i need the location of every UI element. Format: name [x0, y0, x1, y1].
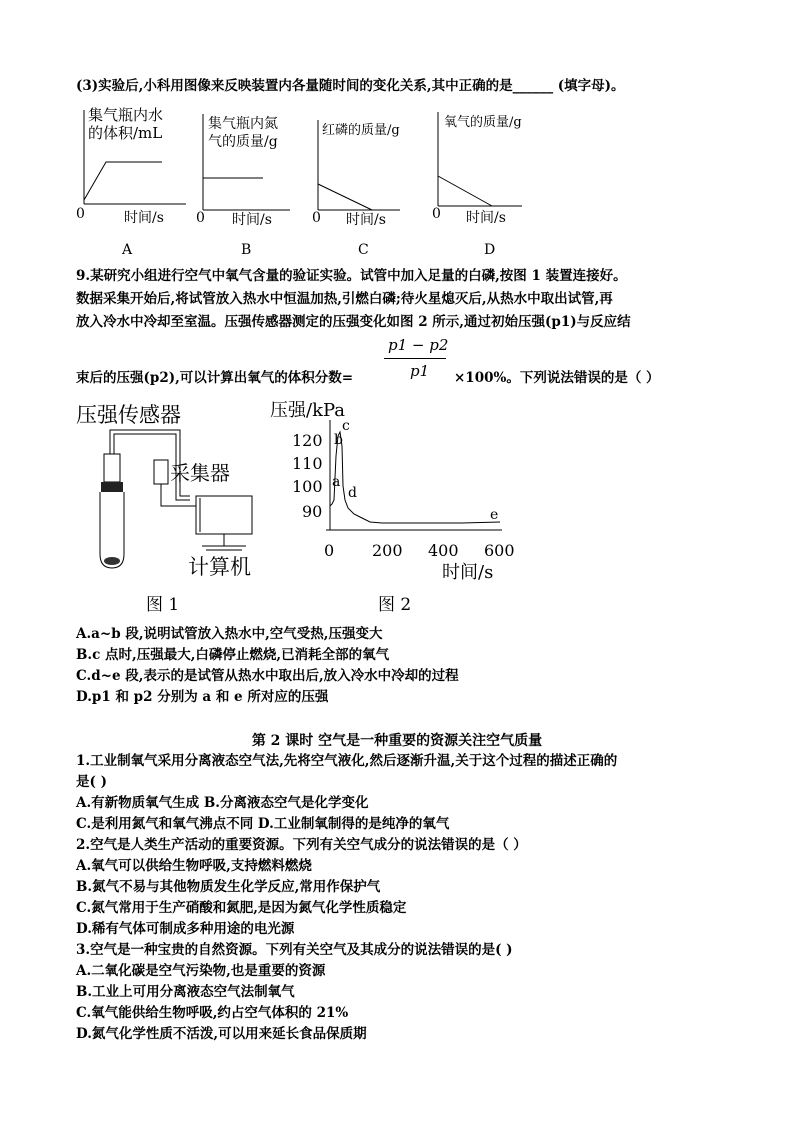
graph-d-xlabel: 时间/s	[466, 210, 506, 226]
fig2-xtick: 200	[372, 541, 403, 560]
fig2-ytick: 120	[292, 431, 323, 450]
fig2-xlabel: 时间/s	[442, 562, 494, 583]
fig1-sensor-label: 压强传感器	[76, 403, 181, 427]
graph-a	[76, 106, 186, 258]
formula-numerator: p1 − p2	[388, 336, 449, 354]
s2-q3-stem: 3.空气是一种宝贵的自然资源。下列有关空气及其成分的说法错误的是( )	[76, 942, 513, 958]
q8-part3-text: (3)实验后,小科用图像来反映装置内各量随时间的变化关系,其中正确的是______ (填字母)。	[76, 78, 625, 94]
fig2-xtick: 600	[484, 541, 515, 560]
graph-c	[312, 120, 400, 258]
graph-c-xlabel: 时间/s	[346, 212, 386, 228]
fig2-ytick: 100	[292, 477, 323, 496]
graph-b-xlabel: 时间/s	[232, 212, 272, 228]
fig2-ytick: 90	[302, 502, 323, 521]
q9-line3: 放入冷水中冷却至室温。压强传感器测定的压强变化如图 2 所示,通过初始压强(p1)与反应结	[76, 314, 631, 330]
fig2-ylabel: 压强/kPa	[270, 400, 346, 421]
fig1-caption: 图 1	[146, 595, 180, 615]
s2-q2-option: B.氮气不易与其他物质发生化学反应,常用作保护气	[76, 879, 381, 895]
s2-q1-opt2: C.是利用氮气和氧气沸点不同 D.工业制氧制得的是纯净的氧气	[76, 816, 450, 832]
fig2-point-d: d	[348, 485, 357, 501]
fig2-ytick: 110	[292, 454, 323, 473]
fig1-computer-label: 计算机	[188, 555, 251, 579]
fig2-point-b: b	[334, 432, 343, 448]
fig2-caption: 图 2	[378, 595, 412, 615]
fig2-point-e: e	[490, 507, 499, 523]
s2-q2-option: A.氧气可以供给生物呼吸,支持燃料燃烧	[76, 858, 312, 874]
q9-option-b: B.c 点时,压强最大,白磷停止燃烧,已消耗全部的氧气	[76, 647, 390, 663]
graph-b-origin: 0	[196, 210, 205, 226]
fig1-phosphorus	[104, 557, 120, 565]
graph-c-origin: 0	[312, 210, 321, 226]
fig1-stopper	[101, 482, 123, 492]
graph-c-ylabel: 红磷的质量/g	[322, 123, 400, 138]
q9-line1: 9.某研究小组进行空气中氧气含量的验证实验。试管中加入足量的白磷,按图 1 装置连接好。	[76, 268, 627, 284]
q9-option-a: A.a~b 段,说明试管放入热水中,空气受热,压强变大	[76, 626, 383, 642]
s2-q2-option: C.氮气常用于生产硝酸和氮肥,是因为氮气化学性质稳定	[76, 900, 407, 916]
fig2-point-c: c	[342, 418, 350, 434]
graph-c-letter: C	[358, 242, 369, 258]
graph-b	[196, 114, 290, 258]
s2-q2-stem: 2.空气是人类生产活动的重要资源。下列有关空气成分的说法错误的是（ ）	[76, 837, 527, 853]
fig1-sensor-box	[104, 454, 120, 482]
formula-bar	[384, 358, 446, 359]
graph-d-ylabel: 氧气的质量/g	[444, 115, 522, 130]
fig1-collector-label: 采集器	[170, 461, 230, 485]
graph-a-origin: 0	[76, 206, 85, 222]
s2-q3-option: A.二氧化碳是空气污染物,也是重要的资源	[76, 963, 326, 979]
q9-line4-b: ×100%。下列说法错误的是（ ）	[454, 370, 660, 386]
graph-a-xlabel: 时间/s	[124, 210, 164, 226]
q8-graphs	[0, 100, 794, 260]
graph-a-ylabel2: 的体积/mL	[88, 124, 163, 142]
fig1-test-tube	[100, 492, 124, 568]
graph-d-letter: D	[484, 242, 496, 258]
fig2-xtick: 0	[324, 541, 335, 560]
q9-line4-a: 束后的压强(p2),可以计算出氧气的体积分数=	[76, 370, 354, 386]
s2-q3-option: C.氧气能供给生物呼吸,约占空气体积的 21%	[76, 1005, 349, 1021]
s2-q2-option: D.稀有气体可制成多种用途的电光源	[76, 921, 295, 937]
figure-1	[70, 396, 290, 621]
fig1-computer-monitor	[196, 496, 252, 534]
graph-a-letter: A	[122, 242, 133, 258]
s2-q1-line1: 1.工业制氧气采用分离液态空气法,先将空气液化,然后逐渐升温,关于这个过程的描述正确的	[76, 753, 618, 769]
s2-q3-option: B.工业上可用分离液态空气法制氧气	[76, 984, 295, 1000]
graph-a-ylabel1: 集气瓶内水	[88, 106, 164, 124]
graph-d	[432, 112, 522, 258]
q9-line2: 数据采集开始后,将试管放入热水中恒温加热,引燃白磷;待火星熄灭后,从热水中取出试管,再	[76, 291, 613, 307]
fig2-point-a: a	[332, 474, 341, 490]
s2-q3-option: D.氮气化学性质不活泼,可以用来延长食品保质期	[76, 1026, 367, 1042]
fig2-xtick: 400	[428, 541, 459, 560]
fig2-pressure-curve	[330, 432, 500, 523]
section-title: 第 2 课时 空气是一种重要的资源关注空气质量	[251, 733, 543, 749]
fig1-collector-box	[154, 460, 168, 484]
graph-b-ylabel2: 气的质量/g	[208, 134, 278, 150]
s2-q1-line2: 是( )	[76, 774, 107, 790]
s2-q1-opt1: A.有新物质氧气生成 B.分离液态空气是化学变化	[76, 795, 369, 811]
figure-2	[262, 396, 522, 621]
q9-option-c: C.d~e 段,表示的是试管从热水中取出后,放入冷水中冷却的过程	[76, 668, 459, 684]
graph-b-letter: B	[241, 242, 252, 258]
graph-b-ylabel1: 集气瓶内氮	[208, 116, 278, 132]
q9-option-d: D.p1 和 p2 分别为 a 和 e 所对应的压强	[76, 689, 329, 705]
formula-denominator: p1	[410, 362, 430, 380]
graph-d-origin: 0	[432, 206, 441, 222]
